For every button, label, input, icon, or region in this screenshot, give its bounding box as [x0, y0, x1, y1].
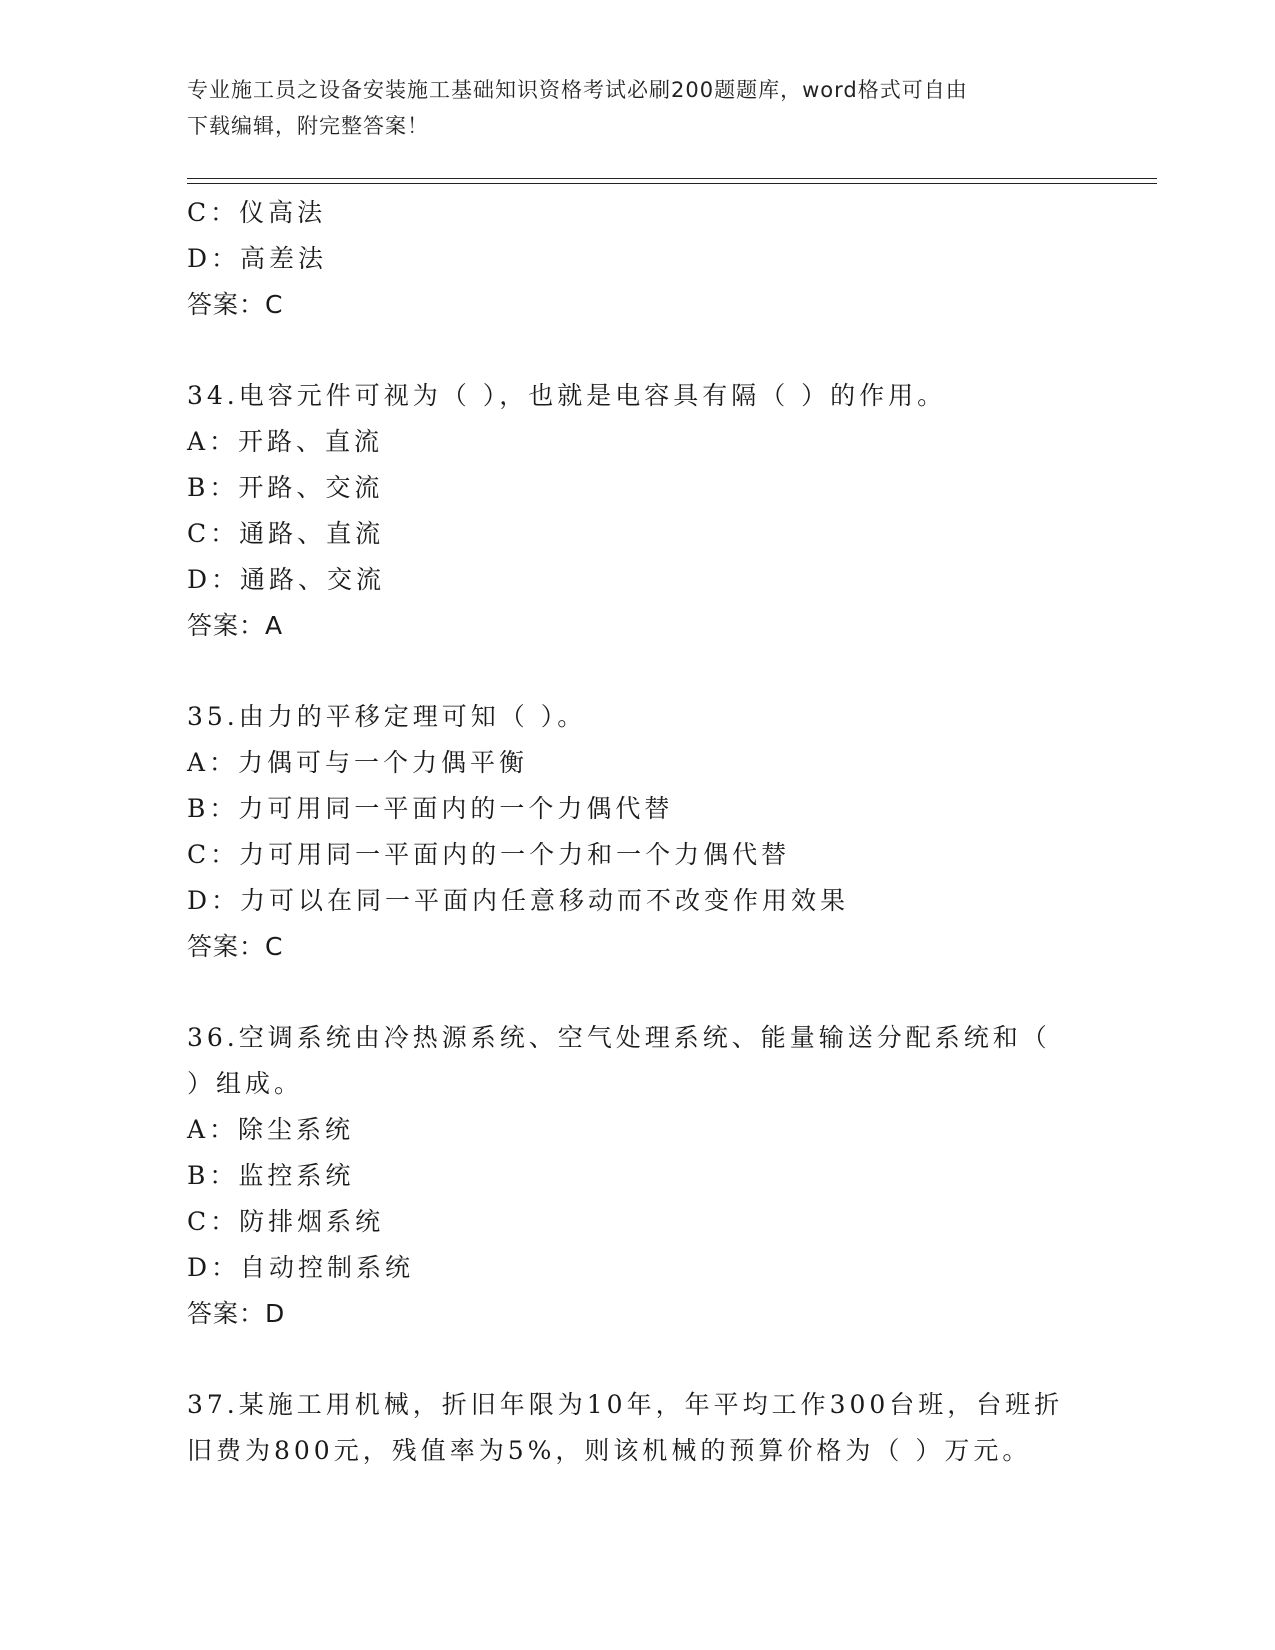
- question-stem-line-2: 旧费为800元，残值率为5%，则该机械的预算价格为（ ）万元。: [187, 1436, 1032, 1465]
- question-36: [187, 1015, 1087, 1337]
- question-stem-line-2: ）组成。: [187, 1069, 304, 1098]
- header-rule-top: [187, 178, 1157, 179]
- answer: 答案：D: [187, 1299, 286, 1328]
- option-c: C：防排烟系统: [187, 1207, 385, 1236]
- option-a: A：除尘系统: [187, 1115, 355, 1144]
- option-d: D：自动控制系统: [187, 1253, 415, 1282]
- option-c: C：力可用同一平面内的一个力和一个力偶代替: [187, 840, 791, 869]
- option-b: B：监控系统: [187, 1161, 355, 1190]
- answer: 答案：C: [187, 932, 284, 961]
- option-c: C：通路、直流: [187, 519, 385, 548]
- header-line-1: 专业施工员之设备安装施工基础知识资格考试必刷200题题库，word格式可自由: [187, 78, 968, 102]
- question-stem: 35.由力的平移定理可知（ ）。: [187, 702, 587, 731]
- option-d: D：力可以在同一平面内任意移动而不改变作用效果: [187, 886, 850, 915]
- option-d: D：通路、交流: [187, 565, 386, 594]
- option-d: D：高差法: [187, 244, 328, 273]
- question-stem-line-1: 37.某施工用机械，折旧年限为10年，年平均工作300台班，台班折: [187, 1390, 1064, 1419]
- answer: 答案：A: [187, 611, 284, 640]
- question-37: [187, 1382, 1087, 1474]
- header-rule-bottom: [187, 183, 1157, 184]
- option-a: A：力偶可与一个力偶平衡: [187, 748, 529, 777]
- answer: 答案：C: [187, 290, 284, 319]
- document-body: [187, 190, 1087, 1474]
- question-35: [187, 694, 1087, 970]
- option-b: B：开路、交流: [187, 473, 384, 502]
- question-stem-line-1: 36.空调系统由冷热源系统、空气处理系统、能量输送分配系统和（: [187, 1023, 1051, 1052]
- question-33-tail: [187, 190, 1087, 328]
- document-header: [187, 72, 1067, 144]
- question-34: [187, 373, 1087, 649]
- header-line-2: 下载编辑，附完整答案！: [187, 114, 429, 138]
- option-c: C：仪高法: [187, 198, 327, 227]
- option-a: A：开路、直流: [187, 427, 384, 456]
- option-b: B：力可用同一平面内的一个力偶代替: [187, 794, 674, 823]
- question-stem: 34.电容元件可视为（ ），也就是电容具有隔（ ）的作用。: [187, 381, 947, 410]
